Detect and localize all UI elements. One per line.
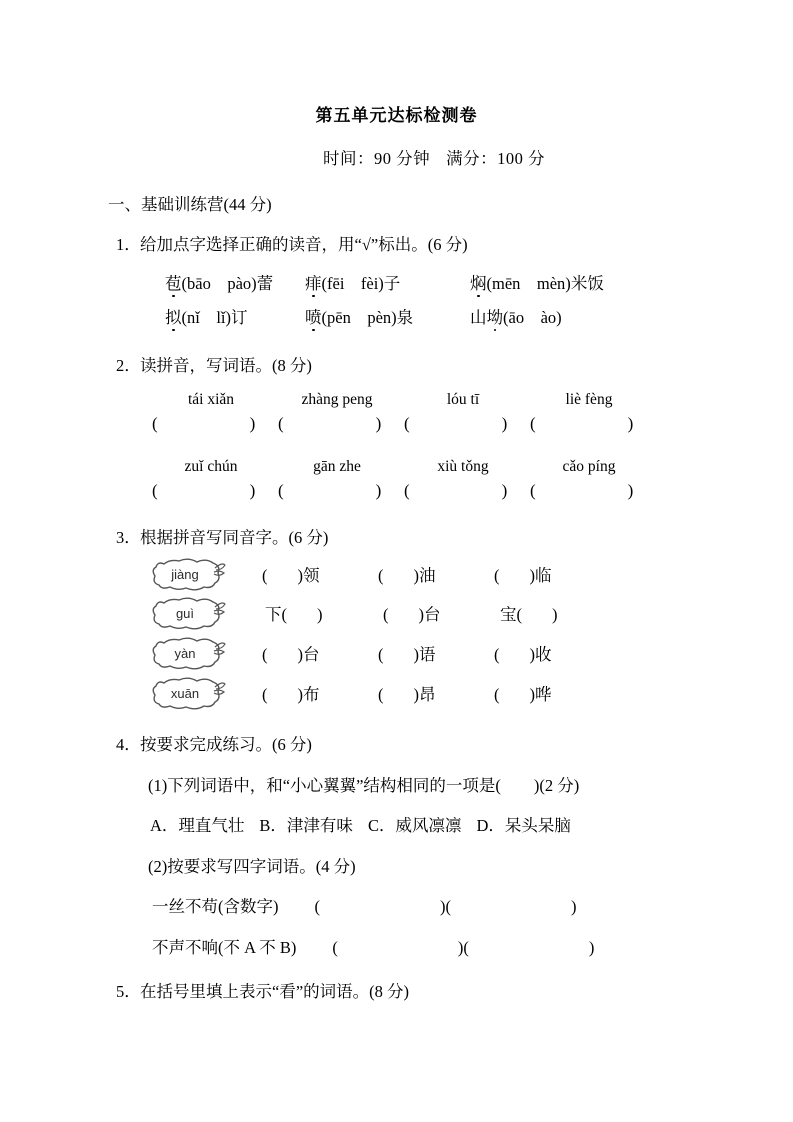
blank-open-paren: ( — [404, 414, 410, 433]
blank-prefix: ( — [383, 605, 389, 624]
option-c[interactable]: C．威风凛凛 — [367, 816, 462, 835]
exam-total-score: 满分：100 分 — [446, 149, 545, 168]
pinyin-bubble-jiang — [152, 558, 226, 592]
q1-readings: (āo ào) — [503, 308, 562, 327]
blank-open-paren: ( — [332, 938, 338, 957]
blank-word: 台 — [424, 605, 441, 624]
question-2-prompt — [116, 352, 312, 376]
q1-tail: 订 — [231, 308, 248, 327]
blank-close-paren: ) — [249, 481, 256, 500]
q2-pinyin-5: zuǐ chún — [184, 458, 238, 475]
q1-tail: 子 — [383, 274, 401, 293]
question-3-number: 3． — [116, 528, 141, 547]
blank-word: 布 — [303, 685, 320, 704]
option-b[interactable]: B．津津有味 — [259, 816, 353, 835]
question-4-sub-2: (2)按要求写四字词语。(4 分) — [148, 857, 356, 876]
q3-answer-blank[interactable] — [378, 641, 436, 665]
exam-time: 时间：90 分钟 — [323, 149, 431, 168]
q2-pinyin-3: lóu tī — [446, 391, 480, 408]
blank-prefix: ( — [262, 566, 268, 585]
question-1-number: 1． — [116, 235, 141, 254]
pinyin-bubble-label: yàn — [174, 646, 196, 661]
blank-suffix: ) — [529, 566, 535, 585]
option-a[interactable]: A．理直气壮 — [150, 816, 245, 835]
question-5-prompt — [116, 978, 409, 1002]
q1-item-2 — [305, 270, 400, 294]
q3-answer-blank[interactable] — [378, 562, 436, 586]
q1-readings: (fēi fèi) — [321, 274, 384, 293]
q3-answer-blank[interactable] — [378, 681, 436, 705]
blank-open-paren: ( — [278, 481, 284, 500]
blank-mid-paren: )( — [440, 897, 451, 916]
pinyin-bubble-xuan — [152, 677, 226, 711]
question-4-options[interactable] — [150, 812, 586, 836]
blank-prefix: 下( — [265, 605, 287, 624]
blank-close-paren: ) — [501, 481, 508, 500]
q2-answer-blank[interactable] — [152, 414, 255, 434]
blank-mid-paren: )( — [457, 938, 469, 957]
q1-readings: (mēn mèn) — [486, 274, 571, 293]
blank-prefix: ( — [378, 566, 384, 585]
blank-word: 油 — [419, 566, 436, 585]
q3-answer-blank[interactable] — [500, 601, 558, 625]
blank-close-paren: ) — [375, 414, 382, 433]
blank-open-paren: ( — [404, 481, 410, 500]
q3-answer-blank[interactable] — [494, 641, 552, 665]
exam-meta — [0, 145, 793, 169]
blank-prefix: ( — [262, 685, 268, 704]
blank-open-paren: ( — [530, 481, 536, 500]
q2-pinyin-2: zhàng peng — [301, 391, 373, 408]
q2-pinyin-1: tái xiǎn — [187, 391, 235, 408]
blank-close-paren: ) — [375, 481, 382, 500]
question-4-sub-1: (1)下列词语中，和“小心翼翼”结构相同的一项是( )(2 分) — [148, 776, 580, 795]
blank-suffix: ) — [413, 566, 419, 585]
q1-target-char: 拟 — [165, 304, 182, 328]
q1-item-5 — [305, 304, 413, 328]
blank-prefix: ( — [494, 685, 500, 704]
question-3-prompt — [116, 524, 328, 548]
pinyin-bubble-label: guì — [175, 606, 195, 621]
q2-pinyin-4: liè fèng — [565, 391, 613, 408]
q1-tail: 蕾 — [256, 274, 274, 293]
question-1-text: 给加点字选择正确的读音，用“√”标出。(6 分) — [140, 235, 468, 254]
section-heading: 一、基础训练营(44 分) — [108, 195, 272, 214]
q3-answer-blank[interactable] — [494, 562, 552, 586]
blank-open-paren: ( — [152, 481, 158, 500]
q3-answer-blank[interactable] — [494, 681, 552, 705]
question-5-text: 在括号里填上表示“看”的词语。(8 分) — [140, 982, 410, 1001]
blank-suffix: ) — [317, 605, 323, 624]
q3-answer-blank[interactable] — [383, 601, 441, 625]
pinyin-bubble-label: xuān — [170, 686, 200, 701]
q1-item-1 — [165, 270, 273, 294]
q2-pinyin-8: cǎo píng — [562, 458, 616, 475]
pinyin-bubble-label: jiàng — [171, 567, 199, 582]
q1-tail: 泉 — [396, 308, 414, 327]
blank-suffix: ) — [413, 685, 419, 704]
blank-word: 台 — [303, 645, 320, 664]
q3-answer-blank[interactable] — [262, 641, 320, 665]
q1-readings: (nǐ lǐ) — [181, 308, 231, 327]
blank-word: 领 — [303, 566, 320, 585]
q1-target-char: 苞 — [165, 270, 182, 294]
question-4-number: 4． — [116, 735, 141, 754]
q2-answer-blank[interactable] — [278, 481, 381, 501]
blank-close-paren: ) — [588, 938, 595, 957]
q2-answer-blank[interactable] — [530, 481, 633, 501]
q1-target-char: 痱 — [305, 270, 322, 294]
q2-answer-blank[interactable] — [152, 481, 255, 501]
question-3-text: 根据拼音写同音字。(6 分) — [140, 528, 329, 547]
blank-open-paren: ( — [314, 897, 320, 916]
blank-suffix: ) — [529, 685, 535, 704]
q1-readings: (bāo pào) — [181, 274, 257, 293]
q1-readings: (pēn pèn) — [321, 308, 397, 327]
option-d[interactable]: D．呆头呆脑 — [476, 816, 571, 835]
blank-close-paren: ) — [249, 414, 256, 433]
blank-word: 哗 — [535, 685, 552, 704]
pinyin-bubble-gui — [152, 597, 226, 631]
q4-fourchar-row-1[interactable] — [152, 893, 577, 917]
blank-open-paren: ( — [278, 414, 284, 433]
blank-word: 昂 — [419, 685, 436, 704]
blank-suffix: ) — [297, 645, 303, 664]
blank-word: 语 — [419, 645, 436, 664]
q1-target-char: 喷 — [305, 304, 322, 328]
q4-fourchar-label: 不声不响(不 A 不 B) — [152, 938, 297, 957]
blank-open-paren: ( — [152, 414, 158, 433]
question-4-prompt — [116, 731, 312, 755]
q1-tail: 米饭 — [570, 274, 604, 293]
q1-item-3 — [470, 270, 604, 294]
q2-answer-blank[interactable] — [404, 414, 507, 434]
q1-item-4 — [165, 304, 248, 328]
blank-prefix: ( — [262, 645, 268, 664]
blank-suffix: ) — [552, 605, 558, 624]
q3-answer-blank[interactable] — [265, 601, 323, 625]
blank-prefix: ( — [494, 645, 500, 664]
q2-pinyin-7: xiù tǒng — [437, 458, 489, 475]
q1-target-char: 坳 — [487, 304, 504, 328]
q2-answer-blank[interactable] — [278, 414, 381, 434]
q2-answer-blank[interactable] — [530, 414, 633, 434]
blank-prefix: 宝( — [500, 605, 522, 624]
blank-close-paren: ) — [571, 897, 577, 916]
q1-target-char: 焖 — [470, 270, 487, 294]
q4-fourchar-label: 一丝不苟(含数字) — [152, 897, 279, 916]
blank-suffix: ) — [529, 645, 535, 664]
blank-prefix: ( — [378, 645, 384, 664]
question-1-prompt — [116, 231, 468, 255]
blank-word: 临 — [535, 566, 552, 585]
question-2-text: 读拼音，写词语。(8 分) — [140, 356, 312, 375]
question-2-number: 2． — [116, 356, 141, 375]
blank-word: 收 — [535, 645, 552, 664]
blank-suffix: ) — [413, 645, 419, 664]
q4-fourchar-row-2[interactable] — [152, 934, 594, 958]
blank-suffix: ) — [297, 566, 303, 585]
question-4-text: 按要求完成练习。(6 分) — [140, 735, 312, 754]
blank-suffix: ) — [418, 605, 424, 624]
pinyin-bubble-yan — [152, 637, 226, 671]
blank-prefix: ( — [378, 685, 384, 704]
question-5-number: 5． — [116, 982, 141, 1001]
q2-answer-blank[interactable] — [404, 481, 507, 501]
q3-answer-blank[interactable] — [262, 562, 320, 586]
blank-close-paren: ) — [627, 414, 634, 433]
blank-prefix: ( — [494, 566, 500, 585]
q1-item-6 — [470, 304, 562, 328]
page-title: 第五单元达标检测卷 — [315, 106, 478, 125]
q3-answer-blank[interactable] — [262, 681, 320, 705]
q2-pinyin-6: gān zhe — [313, 458, 361, 475]
blank-open-paren: ( — [530, 414, 536, 433]
blank-suffix: ) — [297, 685, 303, 704]
blank-close-paren: ) — [627, 481, 634, 500]
q1-lead: 山 — [470, 308, 487, 327]
blank-close-paren: ) — [501, 414, 508, 433]
